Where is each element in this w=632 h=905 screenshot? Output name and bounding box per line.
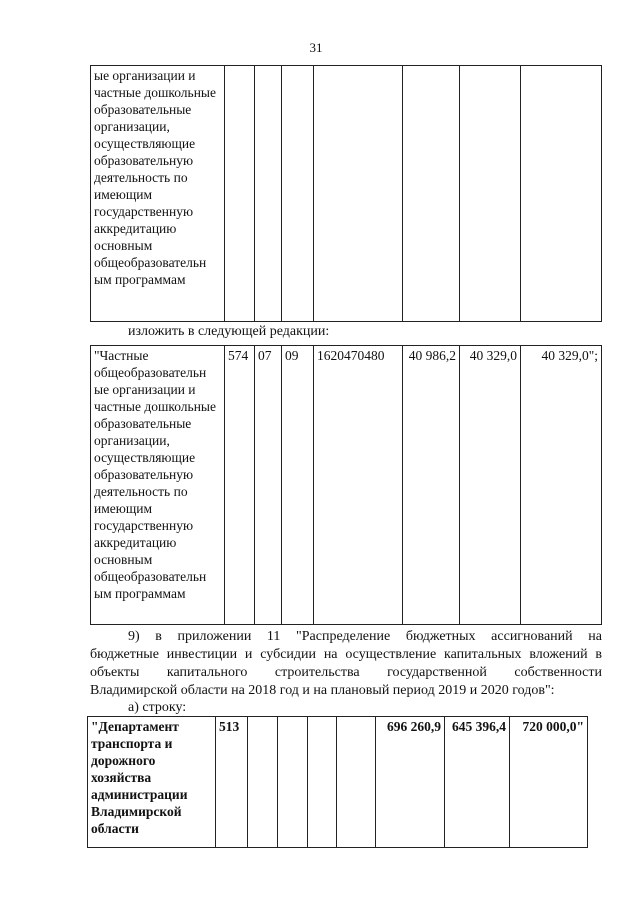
section-code-cell: 07 [255,346,282,625]
page-number: 31 [309,40,323,55]
budget-table-new-row [90,345,602,625]
ministry-code-cell: 574 [225,346,255,625]
paragraph-line: Владимирской области на 2018 год и на плановый период 2019 и 2020 годов": [90,683,555,698]
capital-investment-table [87,716,588,848]
table-row [91,346,602,625]
subitem-label: а) строку: [128,700,187,715]
ministry-code-cell: 513 [216,717,248,848]
amount-2020-cell: 720 000,0" [510,717,588,848]
empty-cell [248,717,278,848]
table-row [88,717,588,848]
subsection-code-cell [282,66,314,322]
empty-cell [278,717,308,848]
ministry-code-cell [225,66,255,322]
empty-cell [308,717,337,848]
amount-2019-cell [460,66,521,322]
amount-2019-cell: 40 329,0 [460,346,521,625]
subsection-code-cell: 09 [282,346,314,625]
amount-2018-cell [403,66,460,322]
table-row [91,66,602,322]
budget-table-old-row [90,65,602,322]
amount-2018-cell: 40 986,2 [403,346,460,625]
amount-2018-cell: 696 260,9 [376,717,445,848]
row-name-cell: "Департамент транспорта и дорожного хозяйства администрации Владимирской области [88,717,216,848]
target-article-cell: 1620470480 [314,346,403,625]
empty-cell [337,717,376,848]
paragraph-line: бюджетные инвестиции и субсидии на осуществление капитальных вложений в [90,647,602,662]
amount-2020-cell: 40 329,0"; [521,346,602,625]
paragraph-line: 9) в приложении 11 "Распределение бюджетных ассигнований на [128,629,602,644]
row-name-cell: "Частные общеобразовательн ые организации и частные дошкольные образовательные организации, осуществляющие образовательную деятельность по имеющим государственную аккредитацию основным общеобразовательн ым программам [91,346,225,625]
amount-2020-cell [521,66,602,322]
row-name-cell: ые организации и частные дошкольные образовательные организации, осуществляющие образовательную деятельность по имеющим государственную аккредитацию основным общеобразовательн ым программам [91,66,225,322]
section-code-cell [255,66,282,322]
intro-text: изложить в следующей редакции: [128,324,330,339]
target-article-cell [314,66,403,322]
amount-2019-cell: 645 396,4 [445,717,510,848]
paragraph-line: объекты капитального строительства государственной собственности [90,665,602,680]
